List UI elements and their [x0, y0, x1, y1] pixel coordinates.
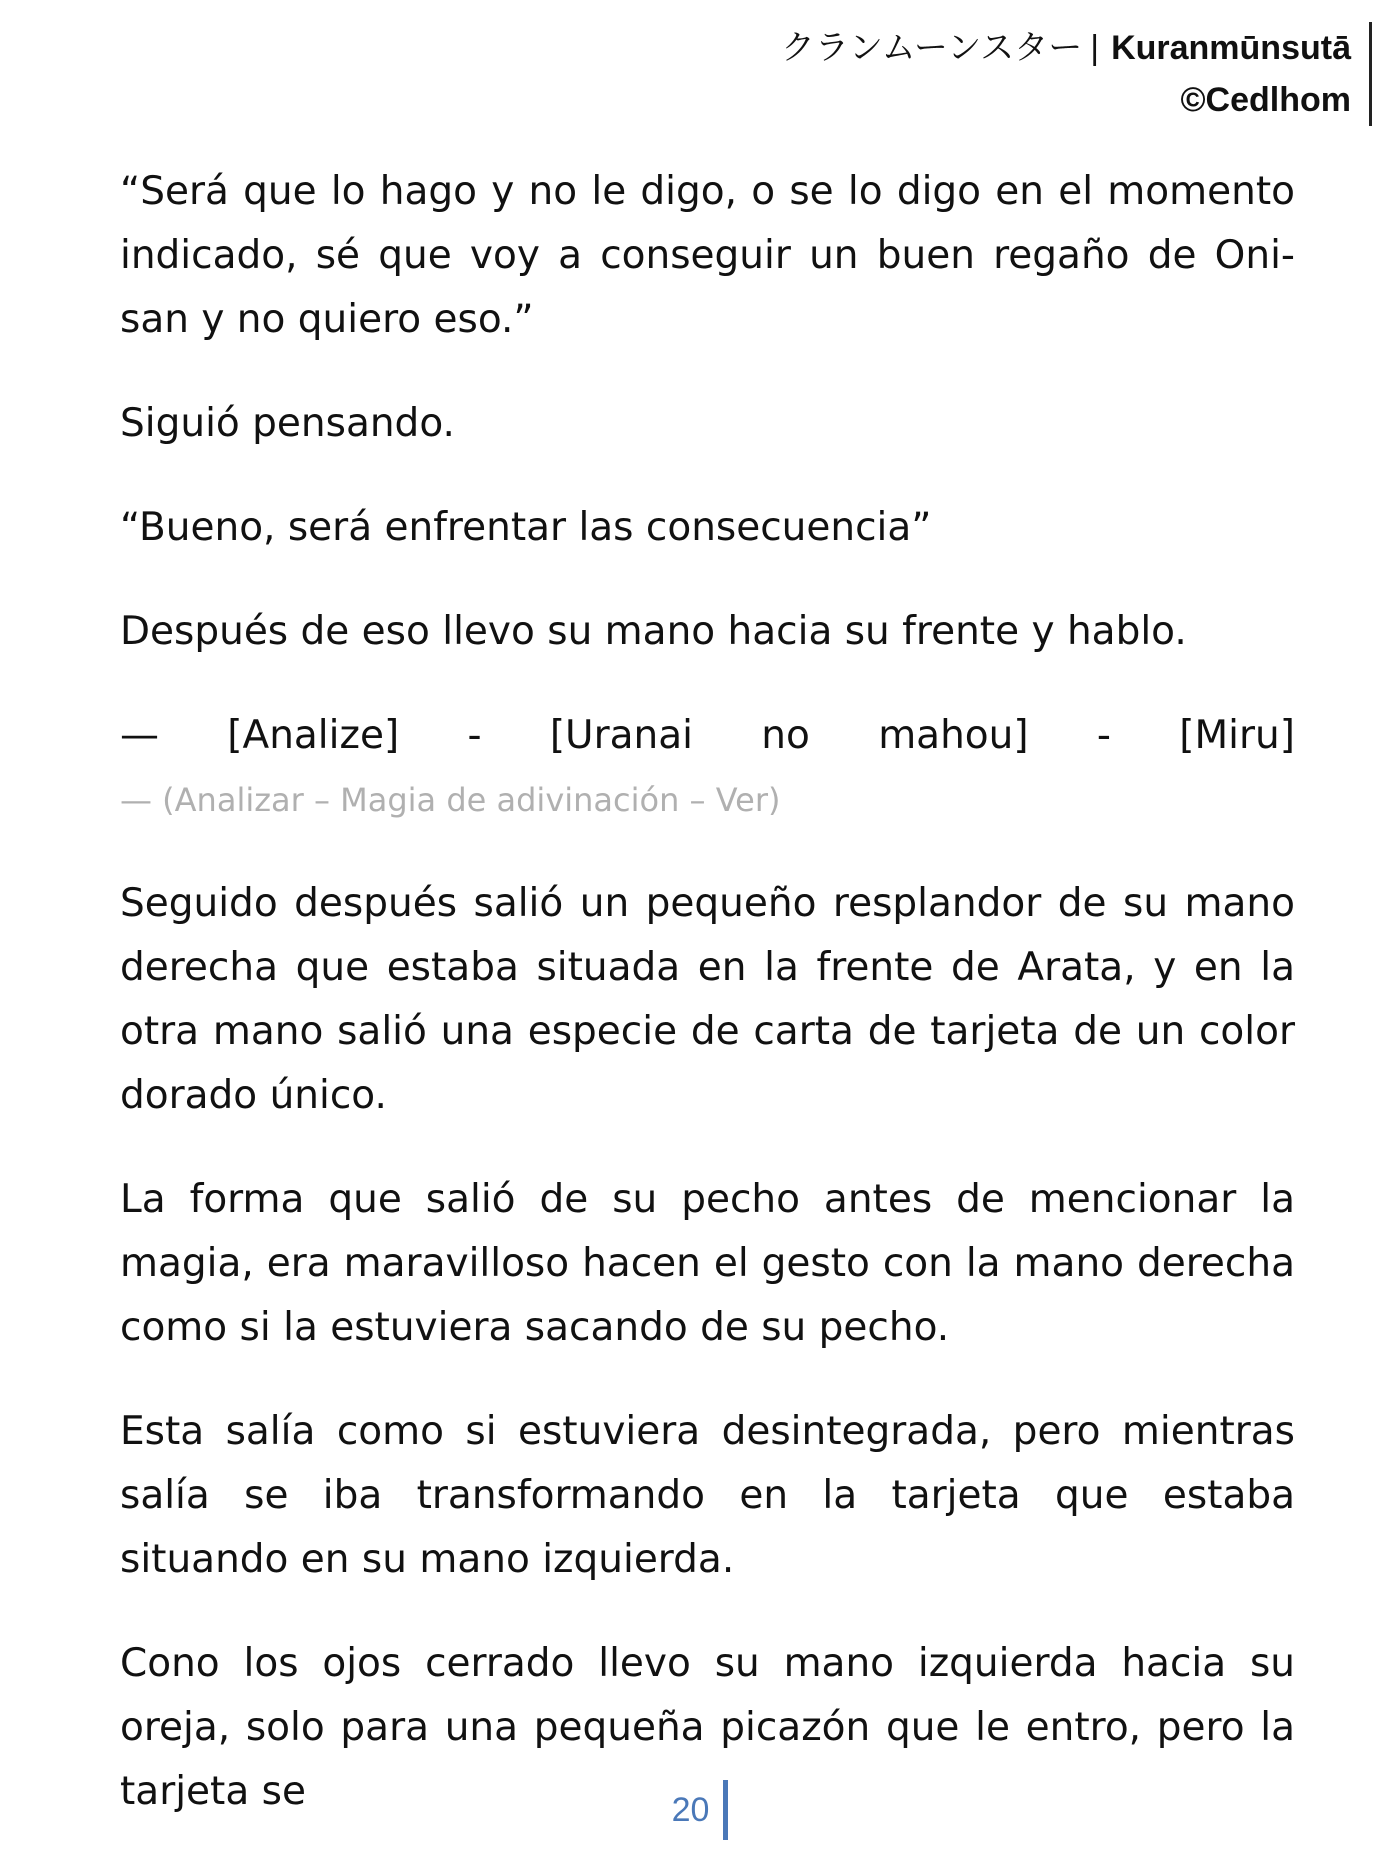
spell-token: [Uranai	[549, 713, 693, 758]
spell-token: -	[1096, 713, 1111, 758]
romaji-title: Kuranmūnsutā	[1111, 29, 1351, 67]
paragraph-5: Seguido después salió un pequeño resplandor de su mano derecha que estaba situada en la frente de Arata, y en la otra mano salió una especie de carta de tarjeta de un color dorado único.	[120, 881, 1295, 1118]
paragraph-4: Después de eso llevo su mano hacia su frente y hablo.	[120, 609, 1187, 654]
header-title-line	[781, 22, 1351, 74]
spell-token: -	[467, 713, 482, 758]
spell-token: [Analize]	[227, 713, 400, 758]
spell-token: —	[120, 713, 159, 758]
spell-token: mahou]	[878, 713, 1029, 758]
spell-incantation	[120, 704, 1295, 768]
paragraph-6: La forma que salió de su pecho antes de mencionar la magia, era maravilloso hacen el gesto con la mano derecha como si la estuviera sacando de su pecho.	[120, 1177, 1295, 1350]
document-body	[120, 160, 1295, 1864]
paragraph-1: “Será que lo hago y no le digo, o se lo digo en el momento indicado, sé que voy a conseguir un buen regaño de Oni-san y no quiero eso.”	[120, 169, 1295, 342]
spell-token: no	[761, 713, 810, 758]
copyright-line: ©Cedlhom	[1180, 81, 1351, 119]
header-separator: |	[1090, 29, 1100, 67]
paragraph-2: Siguió pensando.	[120, 401, 455, 446]
page-header	[781, 22, 1372, 126]
paragraph-3: “Bueno, será enfrentar las consecuencia”	[120, 505, 932, 550]
spell-translation: — (Analizar – Magia de adivinación – Ver)	[120, 781, 781, 819]
paragraph-8: Cono los ojos cerrado llevo su mano izquierda hacia su oreja, solo para una pequeña picazón que le entro, pero la tarjeta se	[120, 1641, 1295, 1814]
paragraph-7: Esta salía como si estuviera desintegrada, pero mientras salía se iba transformando en la tarjeta que estaba situando en su mano izquierda.	[120, 1409, 1295, 1582]
japanese-title: クランムーンスター	[780, 29, 1083, 67]
spell-token: [Miru]	[1179, 713, 1295, 758]
page-number: 20	[672, 1780, 729, 1840]
page-footer	[0, 1780, 1400, 1840]
